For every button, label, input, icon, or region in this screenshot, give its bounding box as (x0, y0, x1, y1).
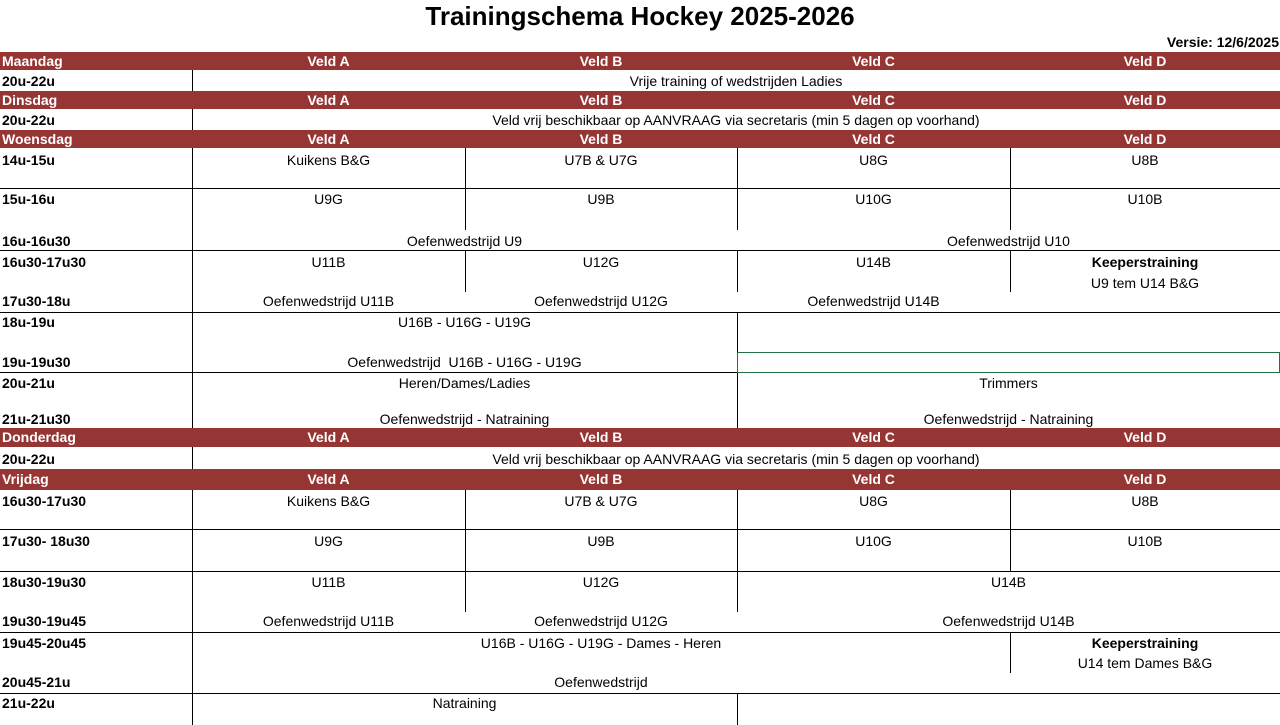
schedule-cell-veld-a[interactable]: U9G (314, 533, 343, 549)
time-slot-label[interactable]: 16u-16u30 (2, 233, 71, 249)
schedule-cell-all-fields[interactable]: Veld vrij beschikbaar op AANVRAAG via secretaris (min 5 dagen op voorhand) (492, 112, 980, 128)
day-header-maandag (0, 52, 1280, 70)
version-label: Versie: 12/6/2025 (1166, 34, 1279, 50)
day-header-woensdag (0, 130, 1280, 148)
schedule-cell-veld-c-d[interactable]: Trimmers (979, 375, 1038, 391)
day-name[interactable]: Woensdag (2, 131, 73, 147)
schedule-cell-veld-a-b-c[interactable]: U16B - U16G - U19G - Dames - Heren (480, 635, 722, 651)
field-header-veld-b[interactable]: Veld B (579, 131, 623, 147)
time-slot-label[interactable]: 15u-16u (2, 191, 55, 207)
time-slot-label[interactable]: 18u-19u (2, 314, 55, 330)
field-header-veld-c[interactable]: Veld C (852, 92, 895, 108)
time-slot-label[interactable]: 16u30-17u30 (2, 493, 87, 509)
schedule-cell-veld-c-d[interactable]: Oefenwedstrijd U10 (947, 233, 1070, 249)
schedule-cell-veld-a[interactable]: Kuikens B&G (286, 493, 371, 509)
field-header-veld-a[interactable]: Veld A (307, 92, 350, 108)
time-slot-label[interactable]: 21u-22u (2, 695, 55, 711)
schedule-cell-all-fields[interactable]: Veld vrij beschikbaar op AANVRAAG via secretaris (min 5 dagen op voorhand) (492, 451, 980, 467)
time-slot-label[interactable]: 20u-22u (2, 73, 55, 89)
schedule-cell-veld-a-b[interactable]: Oefenwedstrijd U16B - U16G - U19G (347, 354, 582, 370)
field-header-veld-a[interactable]: Veld A (307, 53, 350, 69)
schedule-cell-veld-b[interactable]: Oefenwedstrijd U12G (534, 613, 668, 629)
schedule-cell-veld-d[interactable]: U8B (1131, 152, 1159, 168)
field-header-veld-b[interactable]: Veld B (579, 53, 623, 69)
time-slot-label[interactable]: 20u45-21u (2, 674, 71, 690)
schedule-cell-veld-c[interactable]: U10G (855, 533, 892, 549)
time-slot-label[interactable]: 19u-19u30 (2, 354, 71, 370)
schedule-cell-veld-c[interactable]: U10G (855, 191, 892, 207)
field-header-veld-d[interactable]: Veld D (1123, 92, 1167, 108)
time-slot-label[interactable]: 20u-22u (2, 112, 55, 128)
time-slot-label[interactable]: 21u-21u30 (2, 411, 71, 427)
schedule-cell-veld-b[interactable]: Oefenwedstrijd U12G (534, 293, 668, 309)
schedule-cell-veld-b[interactable]: U9B (587, 191, 615, 207)
field-header-veld-b[interactable]: Veld B (579, 92, 623, 108)
grid-line (737, 693, 738, 725)
time-slot-label[interactable]: 20u-21u (2, 375, 55, 391)
schedule-cell-veld-b[interactable]: U7B & U7G (564, 493, 638, 509)
day-name[interactable]: Dinsdag (2, 92, 58, 108)
day-name[interactable]: Vrijdag (2, 471, 49, 487)
field-header-veld-a[interactable]: Veld A (307, 471, 350, 487)
schedule-cell-veld-c[interactable]: U8G (859, 152, 888, 168)
schedule-cell-veld-a-b[interactable]: Oefenwedstrijd - Natraining (379, 411, 550, 427)
schedule-cell-veld-b[interactable]: U12G (582, 254, 620, 270)
schedule-cell-veld-b[interactable]: U7B & U7G (564, 152, 638, 168)
schedule-cell-veld-c[interactable]: U8G (859, 493, 888, 509)
field-header-veld-d[interactable]: Veld D (1123, 131, 1167, 147)
keeper-training-note[interactable]: U14 tem Dames B&G (1077, 655, 1213, 671)
schedule-cell-veld-a-b-c[interactable]: Oefenwedstrijd (554, 674, 648, 690)
active-cell-selection[interactable] (737, 352, 1280, 373)
time-slot-label[interactable]: 20u-22u (2, 451, 55, 467)
schedule-cell-veld-a[interactable]: Oefenwedstrijd U11B (262, 613, 395, 629)
day-name[interactable]: Donderdag (2, 429, 76, 445)
time-slot-label[interactable]: 19u30-19u45 (2, 613, 87, 629)
schedule-cell-veld-c-d[interactable]: U14B (990, 574, 1027, 590)
field-header-veld-b[interactable]: Veld B (579, 429, 623, 445)
field-header-veld-d[interactable]: Veld D (1123, 429, 1167, 445)
keeper-training-title[interactable]: Keeperstraining (1091, 635, 1199, 651)
schedule-cell-veld-c[interactable]: Oefenwedstrijd U14B (807, 293, 940, 309)
schedule-cell-veld-a-b[interactable]: Oefenwedstrijd U9 (406, 233, 523, 249)
schedule-cell-veld-c-d[interactable]: Oefenwedstrijd U14B (942, 613, 1075, 629)
schedule-cell-veld-b[interactable]: U12G (582, 574, 620, 590)
field-header-veld-d[interactable]: Veld D (1123, 471, 1167, 487)
page-title: Trainingschema Hockey 2025-2026 (425, 1, 855, 31)
schedule-cell-veld-c[interactable]: U14B (855, 254, 892, 270)
time-slot-label[interactable]: 16u30-17u30 (2, 254, 87, 270)
schedule-cell-veld-d[interactable]: U10B (1127, 533, 1163, 549)
schedule-cell-all-fields[interactable]: Vrije training of wedstrijden Ladies (629, 73, 843, 89)
field-header-veld-c[interactable]: Veld C (852, 471, 895, 487)
field-header-veld-a[interactable]: Veld A (307, 429, 350, 445)
schedule-cell-veld-d[interactable]: U10B (1127, 191, 1163, 207)
field-header-veld-b[interactable]: Veld B (579, 471, 623, 487)
schedule-cell-veld-a[interactable]: U11B (311, 574, 346, 590)
schedule-cell-veld-a[interactable]: Oefenwedstrijd U11B (262, 293, 395, 309)
field-header-veld-a[interactable]: Veld A (307, 131, 350, 147)
keeper-training-title[interactable]: Keeperstraining (1091, 254, 1199, 270)
schedule-cell-veld-a-b[interactable]: U16B - U16G - U19G (397, 314, 532, 330)
grid-line (0, 529, 1280, 530)
day-header-dinsdag (0, 91, 1280, 109)
schedule-cell-veld-a-b[interactable]: Heren/Dames/Ladies (398, 375, 531, 391)
time-slot-label[interactable]: 19u45-20u45 (2, 635, 87, 651)
schedule-cell-veld-b[interactable]: U9B (587, 533, 615, 549)
field-header-veld-c[interactable]: Veld C (852, 429, 895, 445)
field-header-veld-c[interactable]: Veld C (852, 53, 895, 69)
schedule-cell-veld-a[interactable]: Kuikens B&G (286, 152, 371, 168)
keeper-training-note[interactable]: U9 tem U14 B&G (1090, 275, 1200, 291)
schedule-cell-veld-a-b[interactable]: Natraining (432, 695, 497, 711)
schedule-cell-veld-a[interactable]: U9G (314, 191, 343, 207)
time-slot-label[interactable]: 17u30- 18u30 (2, 533, 90, 549)
day-header-vrijdag (0, 469, 1280, 490)
schedule-cell-veld-a[interactable]: U11B (311, 254, 346, 270)
day-header-donderdag (0, 428, 1280, 447)
time-slot-label[interactable]: 14u-15u (2, 152, 55, 168)
schedule-cell-veld-d[interactable]: U8B (1131, 493, 1159, 509)
field-header-veld-c[interactable]: Veld C (852, 131, 895, 147)
field-header-veld-d[interactable]: Veld D (1123, 53, 1167, 69)
schedule-cell-veld-c-d[interactable]: Oefenwedstrijd - Natraining (923, 411, 1094, 427)
time-slot-label[interactable]: 18u30-19u30 (2, 574, 87, 590)
day-name[interactable]: Maandag (2, 53, 63, 69)
time-slot-label[interactable]: 17u30-18u (2, 293, 71, 309)
